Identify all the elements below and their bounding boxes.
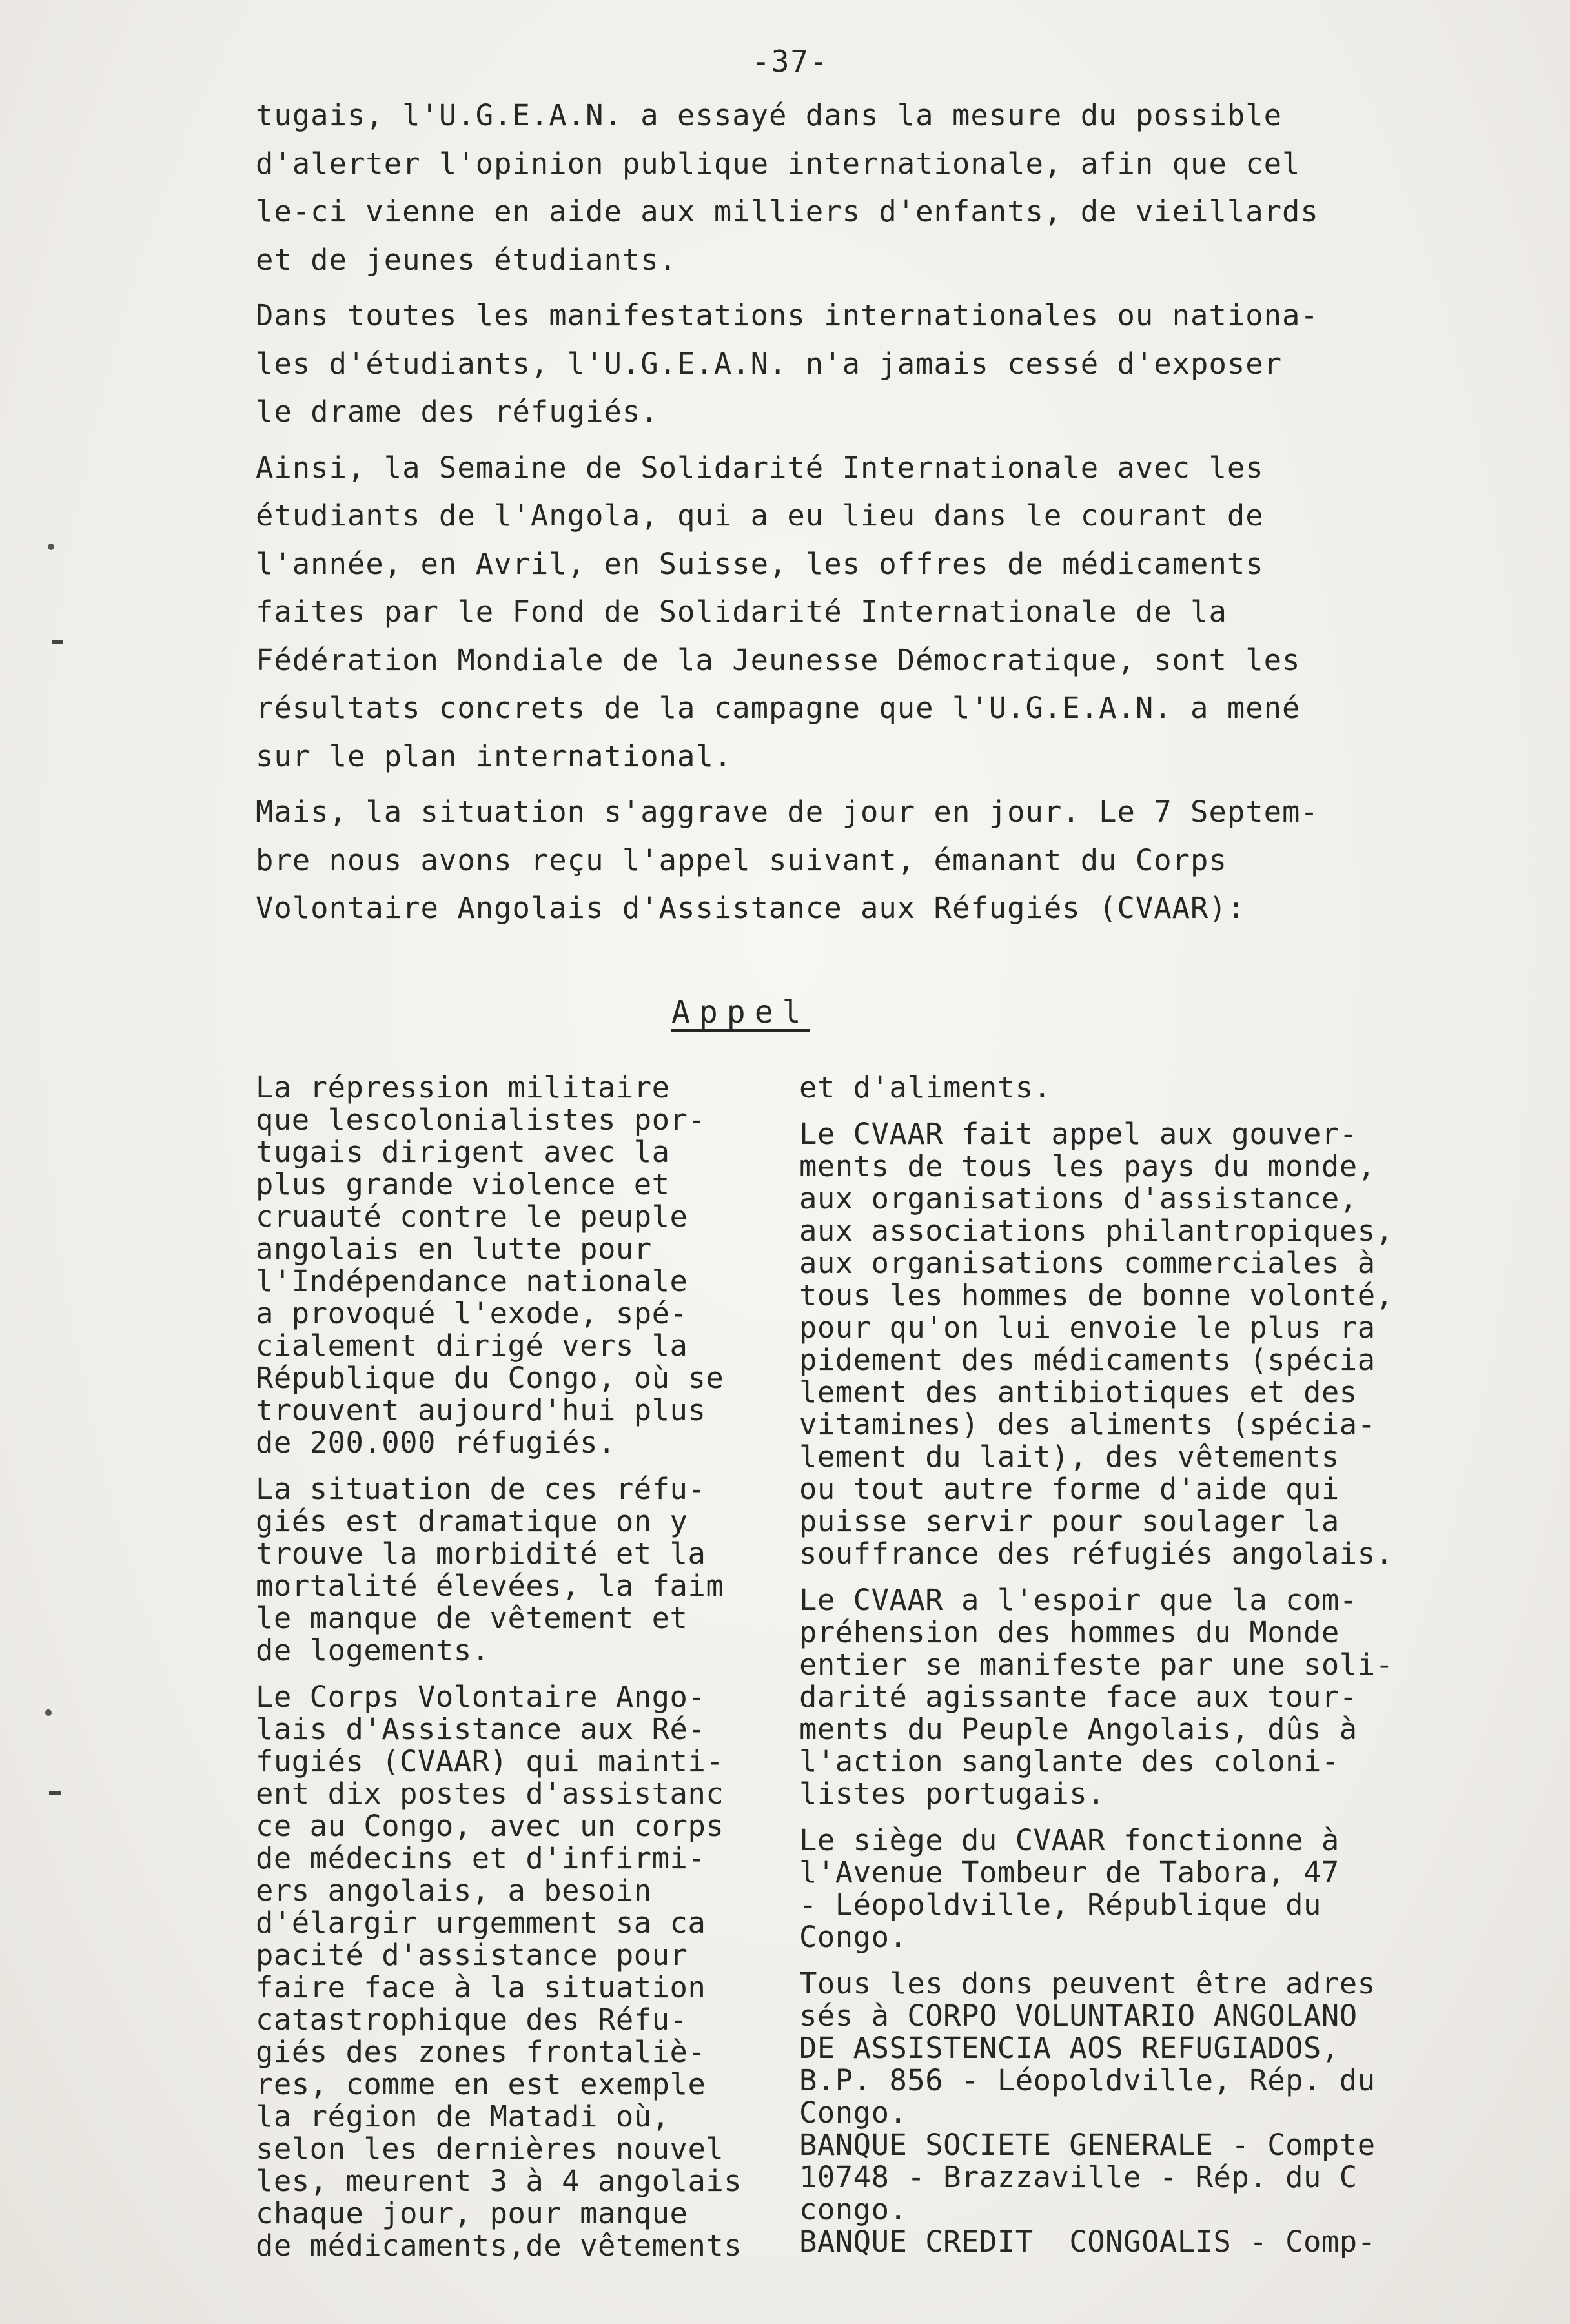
column-paragraph: Le CVAAR fait appel aux gouver- ments de tous les pays du monde, aux organisations d'assistance, aux associations philantropiques, aux organisations commerciales à tous les hommes de bonne volonté, pour qu'on lui envoie le plus ra pidement des médicaments (spécia lement des antibiotiques et des vitamines) des aliments (spécia- lement du lait), des vêtements ou tout autre forme d'aide qui puisse servir pour soulager la souffrance des réfugiés angolais. [799,1117,1394,1571]
margin-mark [52,640,63,644]
column-paragraph: La répression militaire que lescolonialistes por- tugais dirigent avec la plus grande violence et cruauté contre le peuple angolais en lutte pour l'Indépendance nationale a provoqué l'exode, spé- cialement dirigé vers la République du Congo, où se trouvent aujourd'hui plus de 200.000 réfugiés. [256,1070,724,1460]
page-number: -37- [752,44,829,79]
column-paragraph: Le CVAAR a l'espoir que la com- préhension des hommes du Monde entier se manifeste par une soli- darité agissante face aux tour- ments du Peuple Angolais, dûs à l'action sanglante des coloni- listes portugais. [799,1583,1394,1811]
column-paragraph: Le Corps Volontaire Ango- lais d'Assistance aux Ré- fugiés (CVAAR) qui mainti- ent dix postes d'assistanc ce au Congo, avec un corps de médecins et d'infirmi- ers angolais, a besoin d'élargir urgemment sa ca pacité d'assistance pour faire face à la situation catastrophique des Réfu- giés des zones frontaliè- res, comme en est exemple la région de Matadi où, selon les dernières nouvel les, meurent 3 à 4 angolais chaque jour, pour manque de médicaments,de vêtements [256,1680,742,2263]
paragraph: tugais, l'U.G.E.A.N. a essayé dans la mesure du possible d'alerter l'opinion publique internationale, afin que cel le-ci vienne en aide aux milliers d'enfants, de vieillards et de jeunes étudiants. [256,98,1319,277]
right-column [799,1072,1496,2272]
margin-mark [45,1709,52,1716]
margin-mark [48,544,54,550]
paragraph: Ainsi, la Semaine de Solidarité Internationale avec les étudiants de l'Angola, qui a eu lieu dans le courant de l'année, en Avril, en Suisse, les offres de médicaments faites par le Fond de Solidarité Internationale de la Fédération Mondiale de la Jeunesse Démocratique, sont les résultats concrets de la campagne que l'U.G.E.A.N. a mené sur le plan international. [256,450,1301,773]
paragraph: Mais, la situation s'aggrave de jour en jour. Le 7 Septem- bre nous avons reçu l'appel suivant, émanant du Corps Volontaire Angolais d'Assistance aux Réfugiés (CVAAR): [256,795,1319,925]
column-paragraph: Tous les dons peuvent être adres sés à CORPO VOLUNTARIO ANGOLANO DE ASSISTENCIA AOS REFUGIADOS, B.P. 856 - Léopoldville, Rép. du Congo. BANQUE SOCIETE GENERALE - Compte 10748 - Brazzaville - Rép. du C congo. BANQUE CREDIT CONGOALIS - Comp- [799,1966,1376,2259]
left-column [256,1072,824,2276]
appeal-heading: Appel [671,994,810,1030]
paragraph: Dans toutes les manifestations internationales ou nationa- les d'étudiants, l'U.G.E.A.N. n'a jamais cessé d'exposer le drame des réfugiés. [256,298,1319,429]
column-paragraph: et d'aliments. [799,1070,1052,1105]
column-paragraph: Le siège du CVAAR fonctionne à l'Avenue Tombeur de Tabora, 47 - Léopoldville, République du Congo. [799,1823,1340,1954]
body-text [256,92,1431,941]
column-paragraph: La situation de ces réfu- giés est dramatique on y trouve la morbidité et la mortalité élevées, la faim le manque de vêtement et de logements. [256,1472,724,1667]
margin-mark [49,1791,61,1795]
